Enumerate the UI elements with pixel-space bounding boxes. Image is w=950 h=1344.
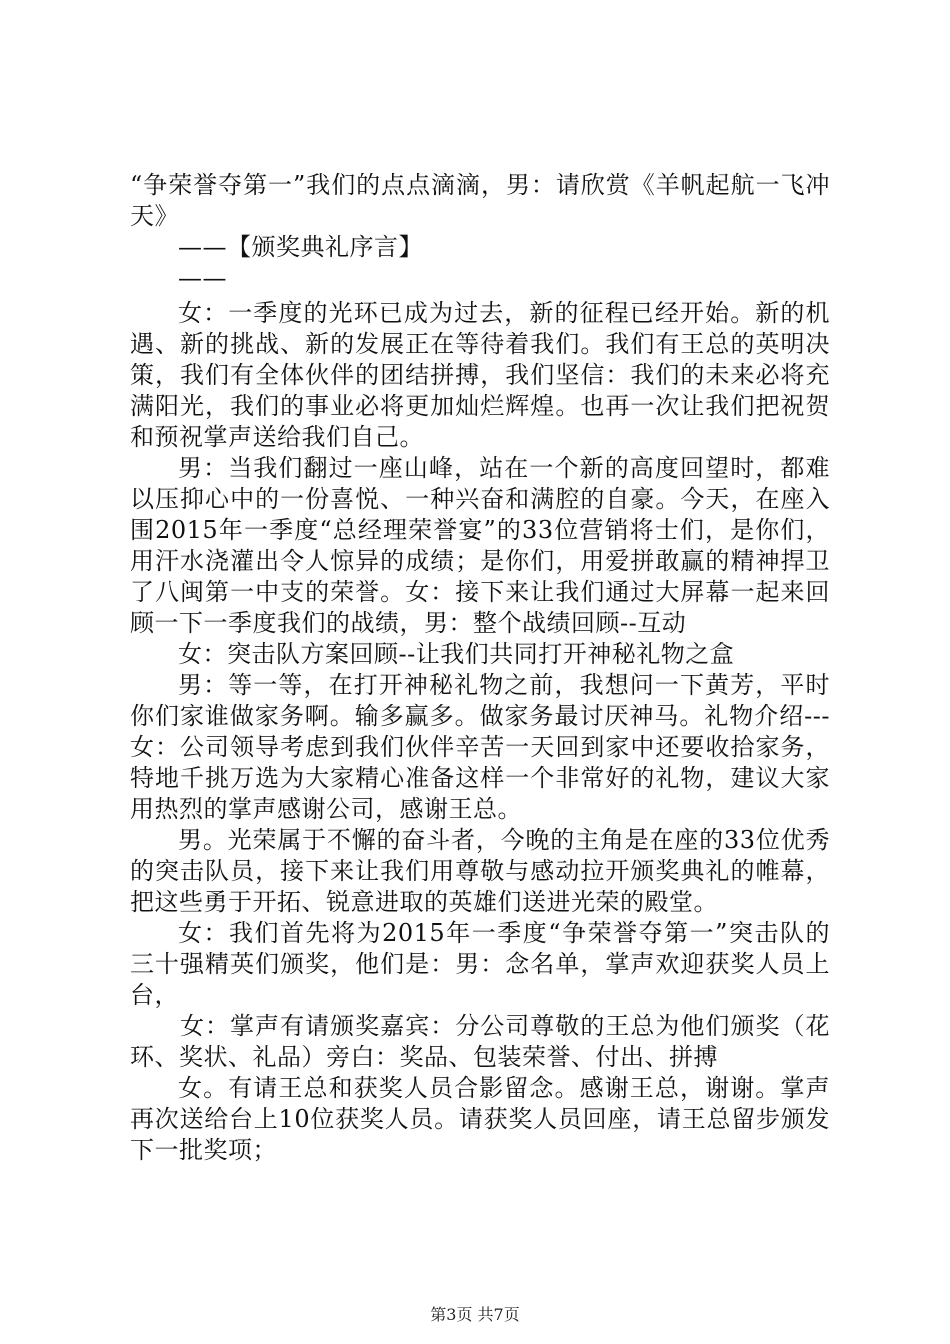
paragraph-male-gift: 男：等一等，在打开神秘礼物之前，我想问一下黄芳，平时你们家谁做家务啊。输多赢多。做家务最讨厌神马。礼物介绍---女：公司领导考虑到我们伙伴辛苦一天回到家中还要收拾家务，特地千挑万选为大家精心准备这样一个非常好的礼物，建议大家用热烈的掌声感谢公司，感谢王总。 [130,671,830,823]
page-footer [0,1305,950,1325]
document-body [130,170,830,1166]
paragraph-male-mountain: 男：当我们翻过一座山峰，站在一个新的高度回望时，都难以压抑心中的一份喜悦、一种兴奋和满腔的自豪。今天，在座入围2015年一季度“总经理荣誉宴”的33位营销将士们，是你们，用汗水浇灌出令人惊异的成绩；是你们，用爱拼敢赢的精神捍卫了八闽第一中支的荣誉。女：接下来让我们通过大屏幕一起来回顾一下一季度我们的战绩，男：整个战绩回顾--互动 [130,454,830,637]
paragraph-male-glory: 男。光荣属于不懈的奋斗者，今晚的主角是在座的33位优秀的突击队员，接下来让我们用尊敬与感动拉开颁奖典礼的帷幕，把这些勇于开拓、锐意进取的英雄们送进光荣的殿堂。 [130,826,830,916]
paragraph-female-opening: 女：一季度的光环已成为过去，新的征程已经开始。新的机遇、新的挑战、新的发展正在等待着我们。我们有王总的英明决策，我们有全体伙伴的团结拼搏，我们坚信：我们的未来必将充满阳光，我们的事业必将更加灿烂辉煌。也再一次让我们把祝贺和预祝掌声送给我们自己。 [130,299,830,451]
paragraph-dash: —— [178,264,227,292]
paragraph-female-review: 女：突击队方案回顾--让我们共同打开神秘礼物之盒 [178,640,735,668]
paragraph-intro: “争荣誉夺第一”我们的点点滴滴，男：请欣赏《羊帆起航一飞冲天》 [130,171,830,230]
paragraph-section-heading: ——【颁奖典礼序言】 [178,233,423,261]
paragraph-female-photo: 女。有请王总和获奖人员合影留念。感谢王总，谢谢。掌声再次送给台上10位获奖人员。请获奖人员回座，请王总留步颁发下一批奖项； [130,1074,830,1164]
paragraph-female-presenter: 女：掌声有请颁奖嘉宾：分公司尊敬的王总为他们颁奖（花环、奖状、礼品）旁白：奖品、包装荣誉、付出、拼搏 [130,1012,830,1071]
page-number-indicator: 第3页 共7页 [430,1305,520,1324]
paragraph-female-awards: 女：我们首先将为2015年一季度“争荣誉夺第一”突击队的三十强精英们颁奖，他们是：男：念名单，掌声欢迎获奖人员上台， [130,919,830,1009]
